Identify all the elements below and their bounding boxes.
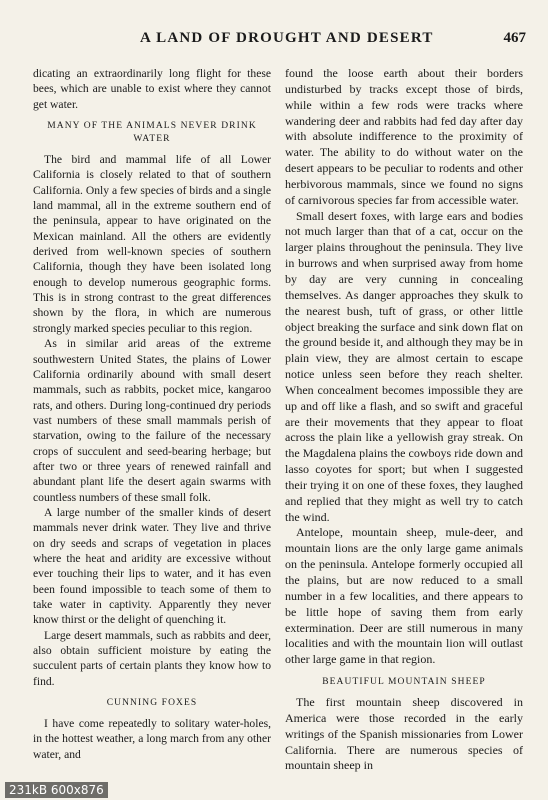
image-footer — [0, 778, 548, 800]
paragraph: The first mountain sheep discovered in America were those recorded in the early writings of the Spanish missionaries from Lower California. There are numerous species of mountain sheep in — [285, 695, 523, 773]
section-heading: MANY OF THE ANIMALS NEVER DRINK WATER — [47, 121, 257, 145]
running-title: A LAND OF DROUGHT AND DESERT — [140, 30, 434, 46]
section-heading: BEAUTIFUL MOUNTAIN SHEEP — [322, 677, 486, 688]
paragraph: found the loose earth about their borders undisturbed by tracks except those of birds, while within a few rods were tracks where wandering deer and rabbits had fed day after day with absolute indifference to the proximity of water. The ability to do without water on the desert appears to be peculiar to rodents and other herbivorous mammals, since we found no signs of carnivorous species far from accessible water. — [285, 66, 523, 207]
file-info-label: 231kB 600x876 — [5, 782, 108, 798]
paragraph: I have come repeatedly to solitary water-holes, in the hottest weather, a long march from any other water, and — [33, 717, 271, 761]
paragraph: Small desert foxes, with large ears and bodies not much larger than that of a cat, occur on the larger plains throughout the peninsula. They live in burrows and when surprised away from home by day are very cunning in concealing themselves. As danger approaches they skulk to the nearest bush, tuft of grass, or other little object breaking the surface and sink down flat on the ground beside it, and although they may be in plain view, they are almost certain to escape notice unless seen before they reach shelter. When concealment becomes impossible they are up and off like a flash, and so swift and graceful are their movements that they appear to float across the plain like a yellowish gray streak. On the Magdalena plains the cowboys ride down and lasso coyotes for sport; but when I suggested their trying it on one of these foxes, they laughed and replied that they might as well try to catch the wind. — [285, 208, 523, 524]
page-header — [30, 30, 526, 52]
section-heading: CUNNING FOXES — [106, 698, 198, 709]
paragraph: Antelope, mountain sheep, mule-deer, and mountain lions are the only large game animals on the peninsula. Antelope formerly occupied all the plains, but are now reduced to a small number in a few localities, and there appears to be little hope of saving them from early extermination. Deer are still numerous in many localities and with the mountain lion will outlast other large game in that region. — [285, 525, 523, 667]
paragraph: Large desert mammals, such as rabbits and deer, also obtain sufficient moisture by eating the succulent parts of certain plants they know how to find. — [33, 628, 271, 688]
page-number: 467 — [503, 30, 526, 46]
right-column — [285, 66, 523, 774]
paragraph: As in similar arid areas of the extreme southwestern United States, the plains of Lower California ordinarily abound with small desert mammals, such as rabbits, pocket mice, kangaroo rats, and others. During long-continued dry periods vast numbers of these small mammals perish of starvation, owing to the failure of the necessary crops of succulent and seed-bearing herbage; but after two or three years of renewed rainfall and abundant plant life the desert again swarms with countless numbers of these small folk. — [33, 337, 271, 504]
left-column — [33, 66, 271, 762]
paragraph: The bird and mammal life of all Lower California is closely related to that of southern California. Only a few species of birds and a single land mammal, all in the extreme southern end of the peninsula, appear to have originated on the Mexican mainland. All the others are evidently derived from well-known species of southern California, though they have been isolated long enough to develop numerous geographic forms. This is in strong contrast to the great differences shown by the flora, in which are numerous strongly marked species peculiar to this region. — [33, 153, 271, 335]
paragraph: A large number of the smaller kinds of desert mammals never drink water. They live and thrive on dry seeds and scraps of vegetation in places where the heat and aridity are excessive without ever touching their lips to water, and it has even been found impossible to teach some of them to take water in captivity. Apparently they never know thirst or the delight of quenching it. — [33, 505, 271, 627]
paragraph: dicating an extraordinarily long flight for these bees, which are unable to exist where they cannot get water. — [33, 67, 271, 111]
